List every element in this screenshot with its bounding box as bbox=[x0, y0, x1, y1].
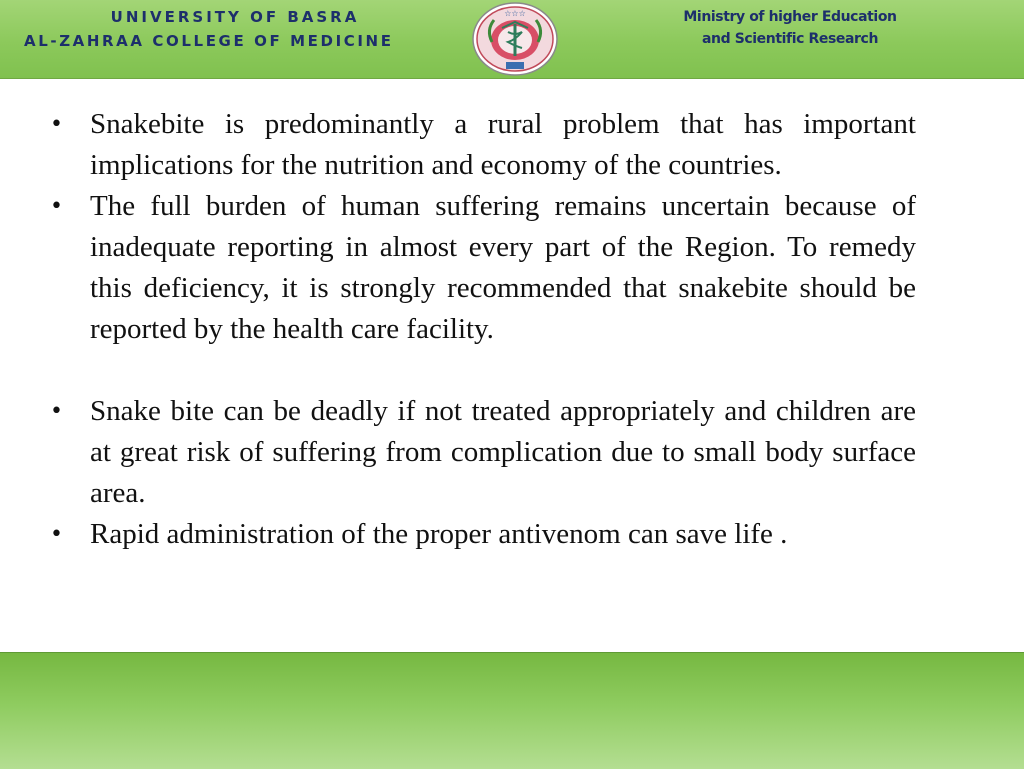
college-name: AL-ZAHRAA COLLEGE OF MEDICINE bbox=[24, 32, 394, 50]
bullet-icon: • bbox=[50, 112, 63, 137]
bullet-text: Snakebite is predominantly a rural problem that has important implications for the nutrition and economy of the countries. bbox=[90, 108, 916, 181]
university-name: UNIVERSITY OF BASRA bbox=[110, 8, 360, 26]
college-emblem-icon bbox=[472, 2, 558, 76]
bullet-text: Rapid administration of the proper antivenom can save life . bbox=[90, 518, 788, 550]
bullet-icon: • bbox=[50, 399, 63, 424]
bullet-text: Snake bite can be deadly if not treated appropriately and children are at great risk of suffering from complication due to small body surface area. bbox=[90, 395, 916, 509]
bullet-item bbox=[50, 391, 916, 514]
bullet-item bbox=[50, 104, 916, 186]
slide-body bbox=[0, 104, 1024, 555]
svg-text:☆☆☆: ☆☆☆ bbox=[504, 9, 526, 18]
bullet-icon: • bbox=[50, 522, 63, 547]
bullet-item bbox=[50, 186, 916, 350]
spacer bbox=[0, 350, 1024, 391]
ministry-line-2: and Scientific Research bbox=[701, 31, 879, 47]
header-banner bbox=[0, 0, 1024, 79]
footer-band bbox=[0, 652, 1024, 769]
bullet-item bbox=[50, 514, 916, 555]
bullet-text: The full burden of human suffering remains uncertain because of inadequate reporting in almost every part of the Region. To remedy this deficiency, it is strongly recommended that snakebite should be reported by the health care facility. bbox=[90, 190, 916, 345]
bullet-icon: • bbox=[50, 194, 63, 219]
ministry-title bbox=[640, 6, 940, 50]
ministry-line-1: Ministry of higher Education bbox=[683, 9, 897, 25]
